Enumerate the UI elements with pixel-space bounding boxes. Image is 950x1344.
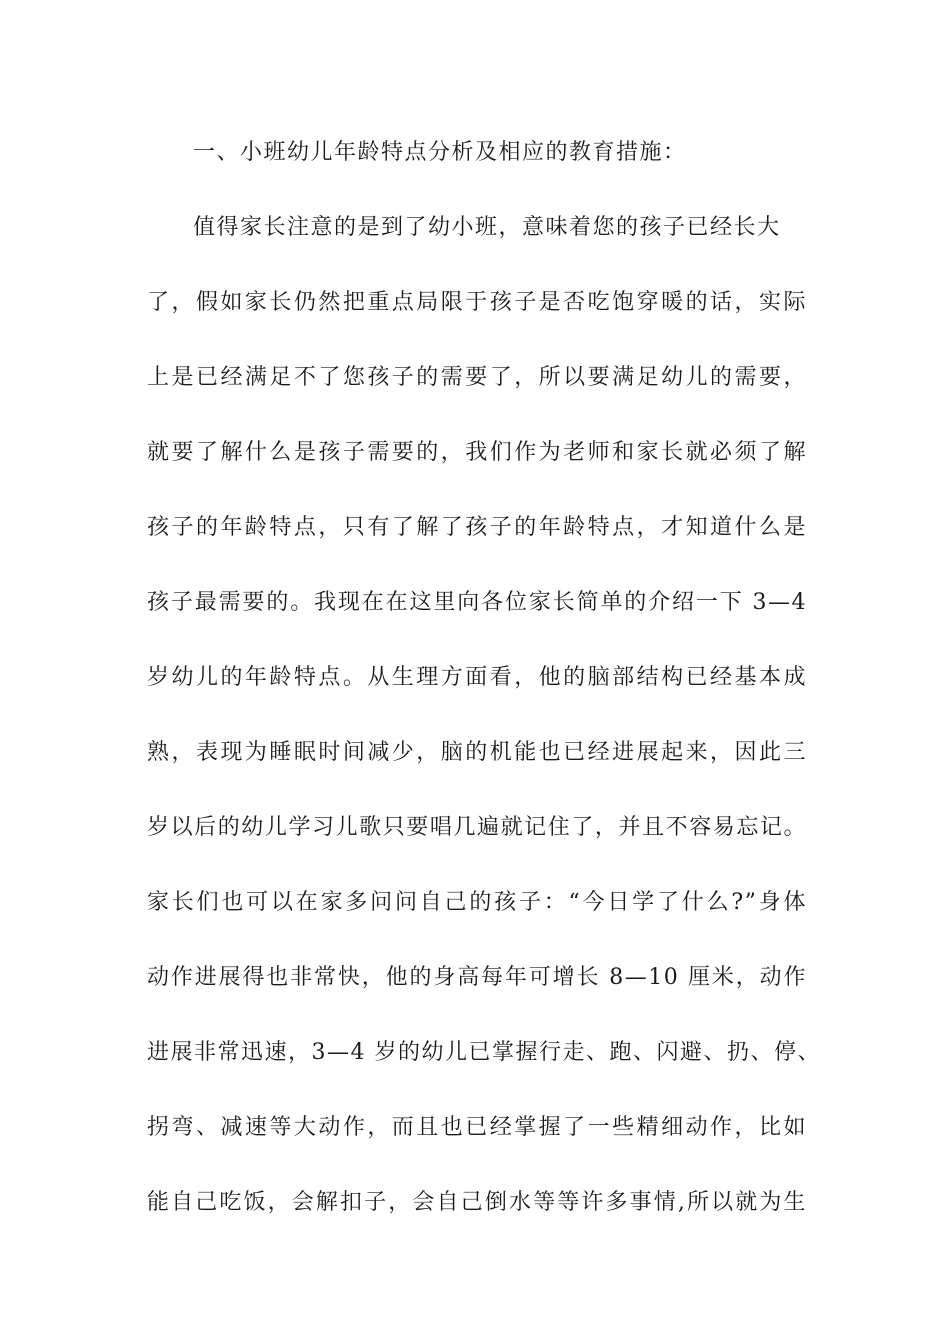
document-body <box>147 128 821 1253</box>
section-heading: 一、小班幼儿年龄特点分析及相应的教育措施： <box>193 140 687 165</box>
paragraph-line: 就要了解什么是孩子需要的，我们作为老师和家长就必须了解 <box>147 440 807 465</box>
paragraph-line: 了，假如家长仍然把重点局限于孩子是否吃饱穿暖的话，实际 <box>147 290 807 315</box>
paragraph-line: 值得家长注意的是到了幼小班，意味着您的孩子已经长大 <box>193 215 781 240</box>
paragraph-line: 能自己吃饭，会解扣子，会自己倒水等等许多事情,所以就为生 <box>147 1190 807 1215</box>
paragraph-line: 拐弯、减速等大动作，而且也已经掌握了一些精细动作，比如 <box>147 1115 807 1140</box>
paragraph-line: 岁幼儿的年龄特点。从生理方面看，他的脑部结构已经基本成 <box>147 665 807 690</box>
paragraph-line: 进展非常迅速，3—4 岁的幼儿已掌握行走、跑、闪避、扔、停、 <box>147 1040 821 1065</box>
paragraph-line: 孩子的年龄特点，只有了解了孩子的年龄特点，才知道什么是 <box>147 515 807 540</box>
paragraph-line: 动作进展得也非常快，他的身高每年可增长 8—10 厘米，动作 <box>147 965 807 990</box>
paragraph-line: 上是已经满足不了您孩子的需要了，所以要满足幼儿的需要， <box>147 365 807 390</box>
paragraph-line: 家长们也可以在家多问问自己的孩子：“今日学了什么?”身体 <box>147 890 807 915</box>
paragraph-line: 熟，表现为睡眠时间减少，脑的机能也已经进展起来，因此三 <box>147 740 807 765</box>
paragraph-line: 孩子最需要的。我现在在这里向各位家长简单的介绍一下 3—4 <box>147 590 807 615</box>
paragraph-line: 岁以后的幼儿学习儿歌只要唱几遍就记住了，并且不容易忘记。 <box>147 815 807 840</box>
